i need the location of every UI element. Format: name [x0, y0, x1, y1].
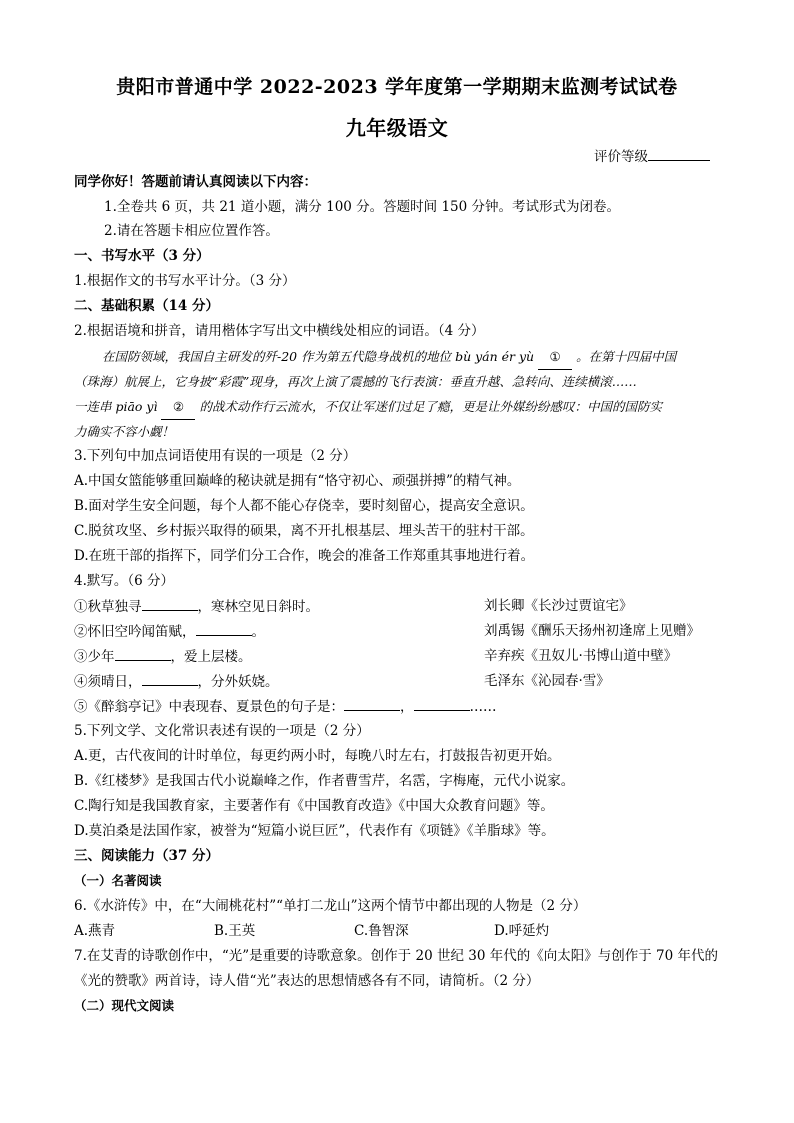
question-6-option-b[interactable]: B.王英 [214, 923, 256, 939]
recitation-row-2: ②怀旧空吟闻笛赋， 。 刘禹锡《酬乐天扬州初逢席上见赠》 [74, 623, 700, 640]
intro-item-2: 2.请在答题卡相应位置作答。 [104, 223, 279, 239]
recitation-blank-1[interactable] [142, 596, 198, 611]
recitation-row-1: ①秋草独寻 ，寒林空见日斜时。 刘长卿《长沙过贾谊宅》 [74, 598, 633, 615]
intro-item-1: 1.全卷共 6 页，共 21 道小题，满分 100 分。答题时间 150 分钟。考试形式为闭卷。 [104, 199, 621, 215]
question-5-option-a[interactable]: A.更，古代夜间的计时单位，每更约两小时，每晚八时左右，打鼓报告初更开始。 [74, 748, 561, 764]
question-6-option-d[interactable]: D.呼延灼 [494, 923, 550, 939]
question-6-stem: 6.《水浒传》中，在“大闹桃花村”“单打二龙山”这两个情节中都出现的人物是（2 分） [74, 898, 587, 914]
question-5-stem: 5.下列文学、文化常识表述有误的一项是（2 分） [74, 723, 370, 739]
passage-blank-1[interactable]: ① [538, 344, 572, 370]
question-6-option-a[interactable]: A.燕青 [74, 923, 116, 939]
recitation-source-1: 刘长卿《长沙过贾谊宅》 [484, 598, 633, 614]
recitation-source-2: 刘禹锡《酬乐天扬州初逢席上见赠》 [484, 623, 700, 639]
passage-line-3: 一连串 piāo yì ② 的战术动作行云流水，不仅让军迷们过足了瘾，更是让外媒纷纷感叹：中国的国防实 [74, 394, 722, 420]
exam-title: 贵阳市普通中学 2022-2023 学年度第一学期期末监测考试试卷 [116, 76, 678, 98]
question-1: 1.根据作文的书写水平计分。（3 分） [74, 273, 296, 289]
recitation-source-3: 辛弃疾《丑奴儿·书博山道中壁》 [484, 648, 678, 664]
rating-label: 评价等级 [594, 149, 648, 165]
question-3-option-d[interactable]: D.在班干部的指挥下，同学们分工合作，晚会的准备工作郑重其事地进行着。 [74, 548, 535, 564]
subsection-classics-reading: （一）名著阅读 [74, 873, 162, 888]
question-3-option-b[interactable]: B.面对学生安全问题，每个人都不能心存侥幸，要时刻留心，提高安全意识。 [74, 498, 534, 514]
recitation-blank-5[interactable] [344, 696, 400, 711]
passage-line-2: （珠海）航展上，它身披“彩霞”现身，再次上演了震撼的飞行表演：垂直升越、急转向、连续横滚…… [74, 374, 637, 389]
question-3-option-a[interactable]: A.中国女篮能够重回巅峰的秘诀就是拥有“恪守初心、顽强拼搏”的精气神。 [74, 473, 521, 489]
question-2: 2.根据语境和拼音，请用楷体字写出文中横线处相应的词语。（4 分） [74, 323, 485, 339]
recitation-row-3: ③少年 ，爱上层楼。 辛弃疾《丑奴儿·书博山道中壁》 [74, 648, 678, 665]
question-5-option-b[interactable]: B.《红楼梦》是我国古代小说巅峰之作，作者曹雪芹，名霑，字梅庵，元代小说家。 [74, 773, 575, 789]
intro-greeting: 同学你好！答题前请认真阅读以下内容： [74, 174, 317, 190]
rating-blank[interactable] [648, 146, 710, 161]
passage-line-1: 在国防领域，我国自主研发的歼-20 作为第五代隐身战机的地位 bù yán ér yù ① 。在第十四届中国 [102, 344, 750, 370]
section-3-heading: 三、阅读能力（37 分） [74, 848, 219, 864]
question-3-stem: 3.下列句中加点词语使用有误的一项是（2 分） [74, 448, 357, 464]
section-1-heading: 一、书写水平（3 分） [74, 248, 210, 264]
recitation-blank-2[interactable] [196, 621, 252, 636]
exam-subject: 九年级语文 [345, 116, 449, 140]
recitation-source-4: 毛泽东《沁园春·雪》 [484, 673, 610, 689]
passage-blank-2[interactable]: ② [161, 394, 195, 420]
section-2-heading: 二、基础积累（14 分） [74, 298, 219, 314]
recitation-row-4: ④须晴日， ，分外妖娆。 毛泽东《沁园春·雪》 [74, 673, 610, 690]
rating-field[interactable] [594, 146, 734, 167]
passage-line-4: 力确实不容小觑！ [74, 424, 175, 439]
question-7-line-1: 7.在艾青的诗歌创作中，“光”是重要的诗歌意象。创作于 20 世纪 30 年代的《向太阳》与创作于 70 年代的 [74, 948, 718, 964]
recitation-row-5: ⑤《醉翁亭记》中表现春、夏景色的句子是： ， …… [74, 696, 734, 717]
recitation-blank-4[interactable] [142, 671, 198, 686]
question-6-option-c[interactable]: C.鲁智深 [354, 923, 409, 939]
question-7-line-2: 《光的赞歌》两首诗，诗人借“光”表达的思想情感各有不同，请简析。（2 分） [74, 973, 540, 989]
recitation-blank-6[interactable] [414, 696, 470, 711]
question-3-option-c[interactable]: C.脱贫攻坚、乡村振兴取得的硕果，离不开扎根基层、埋头苦干的驻村干部。 [74, 523, 534, 539]
question-5-option-d[interactable]: D.莫泊桑是法国作家，被誉为“短篇小说巨匠”，代表作有《项链》《羊脂球》等。 [74, 823, 555, 839]
question-5-option-c[interactable]: C.陶行知是我国教育家，主要著作有《中国教育改造》《中国大众教育问题》等。 [74, 798, 554, 814]
subsection-modern-reading: （二）现代文阅读 [74, 998, 175, 1013]
question-4-stem: 4.默写。（6 分） [74, 573, 175, 589]
recitation-blank-3[interactable] [115, 646, 171, 661]
